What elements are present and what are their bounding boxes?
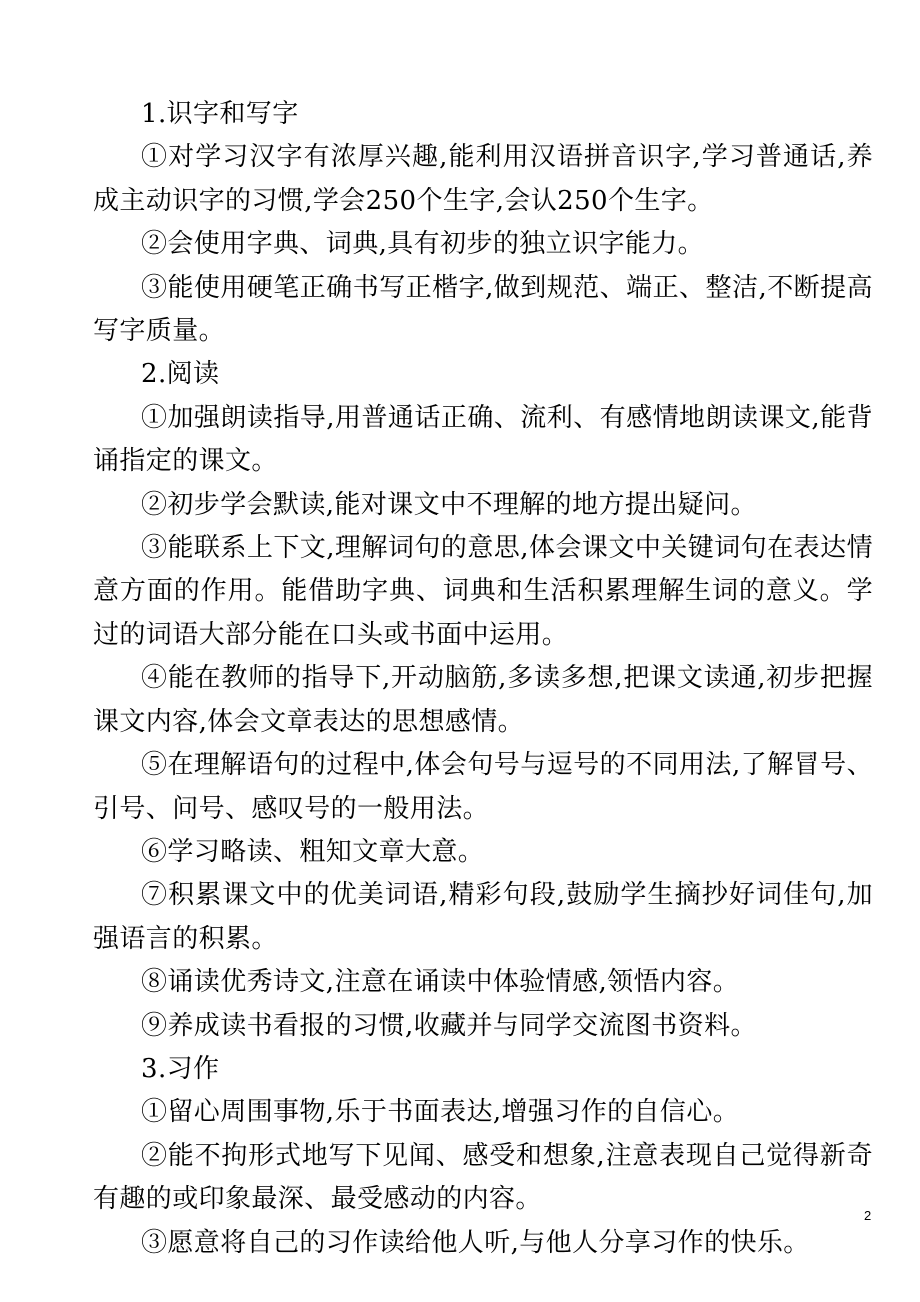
paragraph: ⑥学习略读、粗知文章大意。: [141, 836, 485, 867]
paragraph: ③能联系上下文,理解词句的意思,体会课文中关键词句在表达情意方面的作用。能借助字典、词典和生活积累理解生词的意义。学过的词语大部分能在口头或书面中运用。: [93, 533, 873, 650]
section-heading-reading: 2.阅读: [141, 359, 220, 390]
paragraph: ②能不拘形式地写下见闻、感受和想象,注意表现自己觉得新奇有趣的或印象最深、最受感动的内容。: [93, 1140, 873, 1215]
paragraph: ②会使用字典、词典,具有初步的独立识字能力。: [141, 229, 705, 260]
section-heading-literacy: 1.识字和写字: [141, 99, 299, 129]
paragraph: ⑧诵读优秀诗文,注意在诵读中体验情感,领悟内容。: [141, 967, 740, 998]
section-heading-writing: 3.习作: [141, 1053, 220, 1084]
paragraph: ④能在教师的指导下,开动脑筋,多读多想,把课文读通,初步把握课文内容,体会文章表达的思想感情。: [93, 663, 873, 737]
document-body: [93, 93, 873, 1265]
paragraph: ①对学习汉字有浓厚兴趣,能利用汉语拼音识字,学习普通话,养成主动识字的习惯,学会250个生字,会认250个生字。: [93, 142, 873, 216]
paragraph: ⑤在理解语句的过程中,体会句号与逗号的不同用法,了解冒号、引号、问号、感叹号的一般用法。: [93, 750, 873, 824]
paragraph: ⑨养成读书看报的习惯,收藏并与同学交流图书资料。: [141, 1010, 757, 1041]
paragraph: ⑦积累课文中的优美词语,精彩句段,鼓励学生摘抄好词佳句,加强语言的积累。: [93, 880, 873, 954]
paragraph: ③能使用硬笔正确书写正楷字,做到规范、端正、整洁,不断提高写字质量。: [93, 272, 873, 347]
paragraph: ①留心周围事物,乐于书面表达,增强习作的自信心。: [141, 1097, 740, 1128]
paragraph: ②初步学会默读,能对课文中不理解的地方提出疑问。: [141, 489, 757, 520]
paragraph: ①加强朗读指导,用普通话正确、流利、有感情地朗读课文,能背诵指定的课文。: [93, 402, 873, 477]
paragraph: ③愿意将自己的习作读给他人听,与他人分享习作的快乐。: [141, 1227, 810, 1258]
page-number: 2: [864, 1208, 872, 1223]
